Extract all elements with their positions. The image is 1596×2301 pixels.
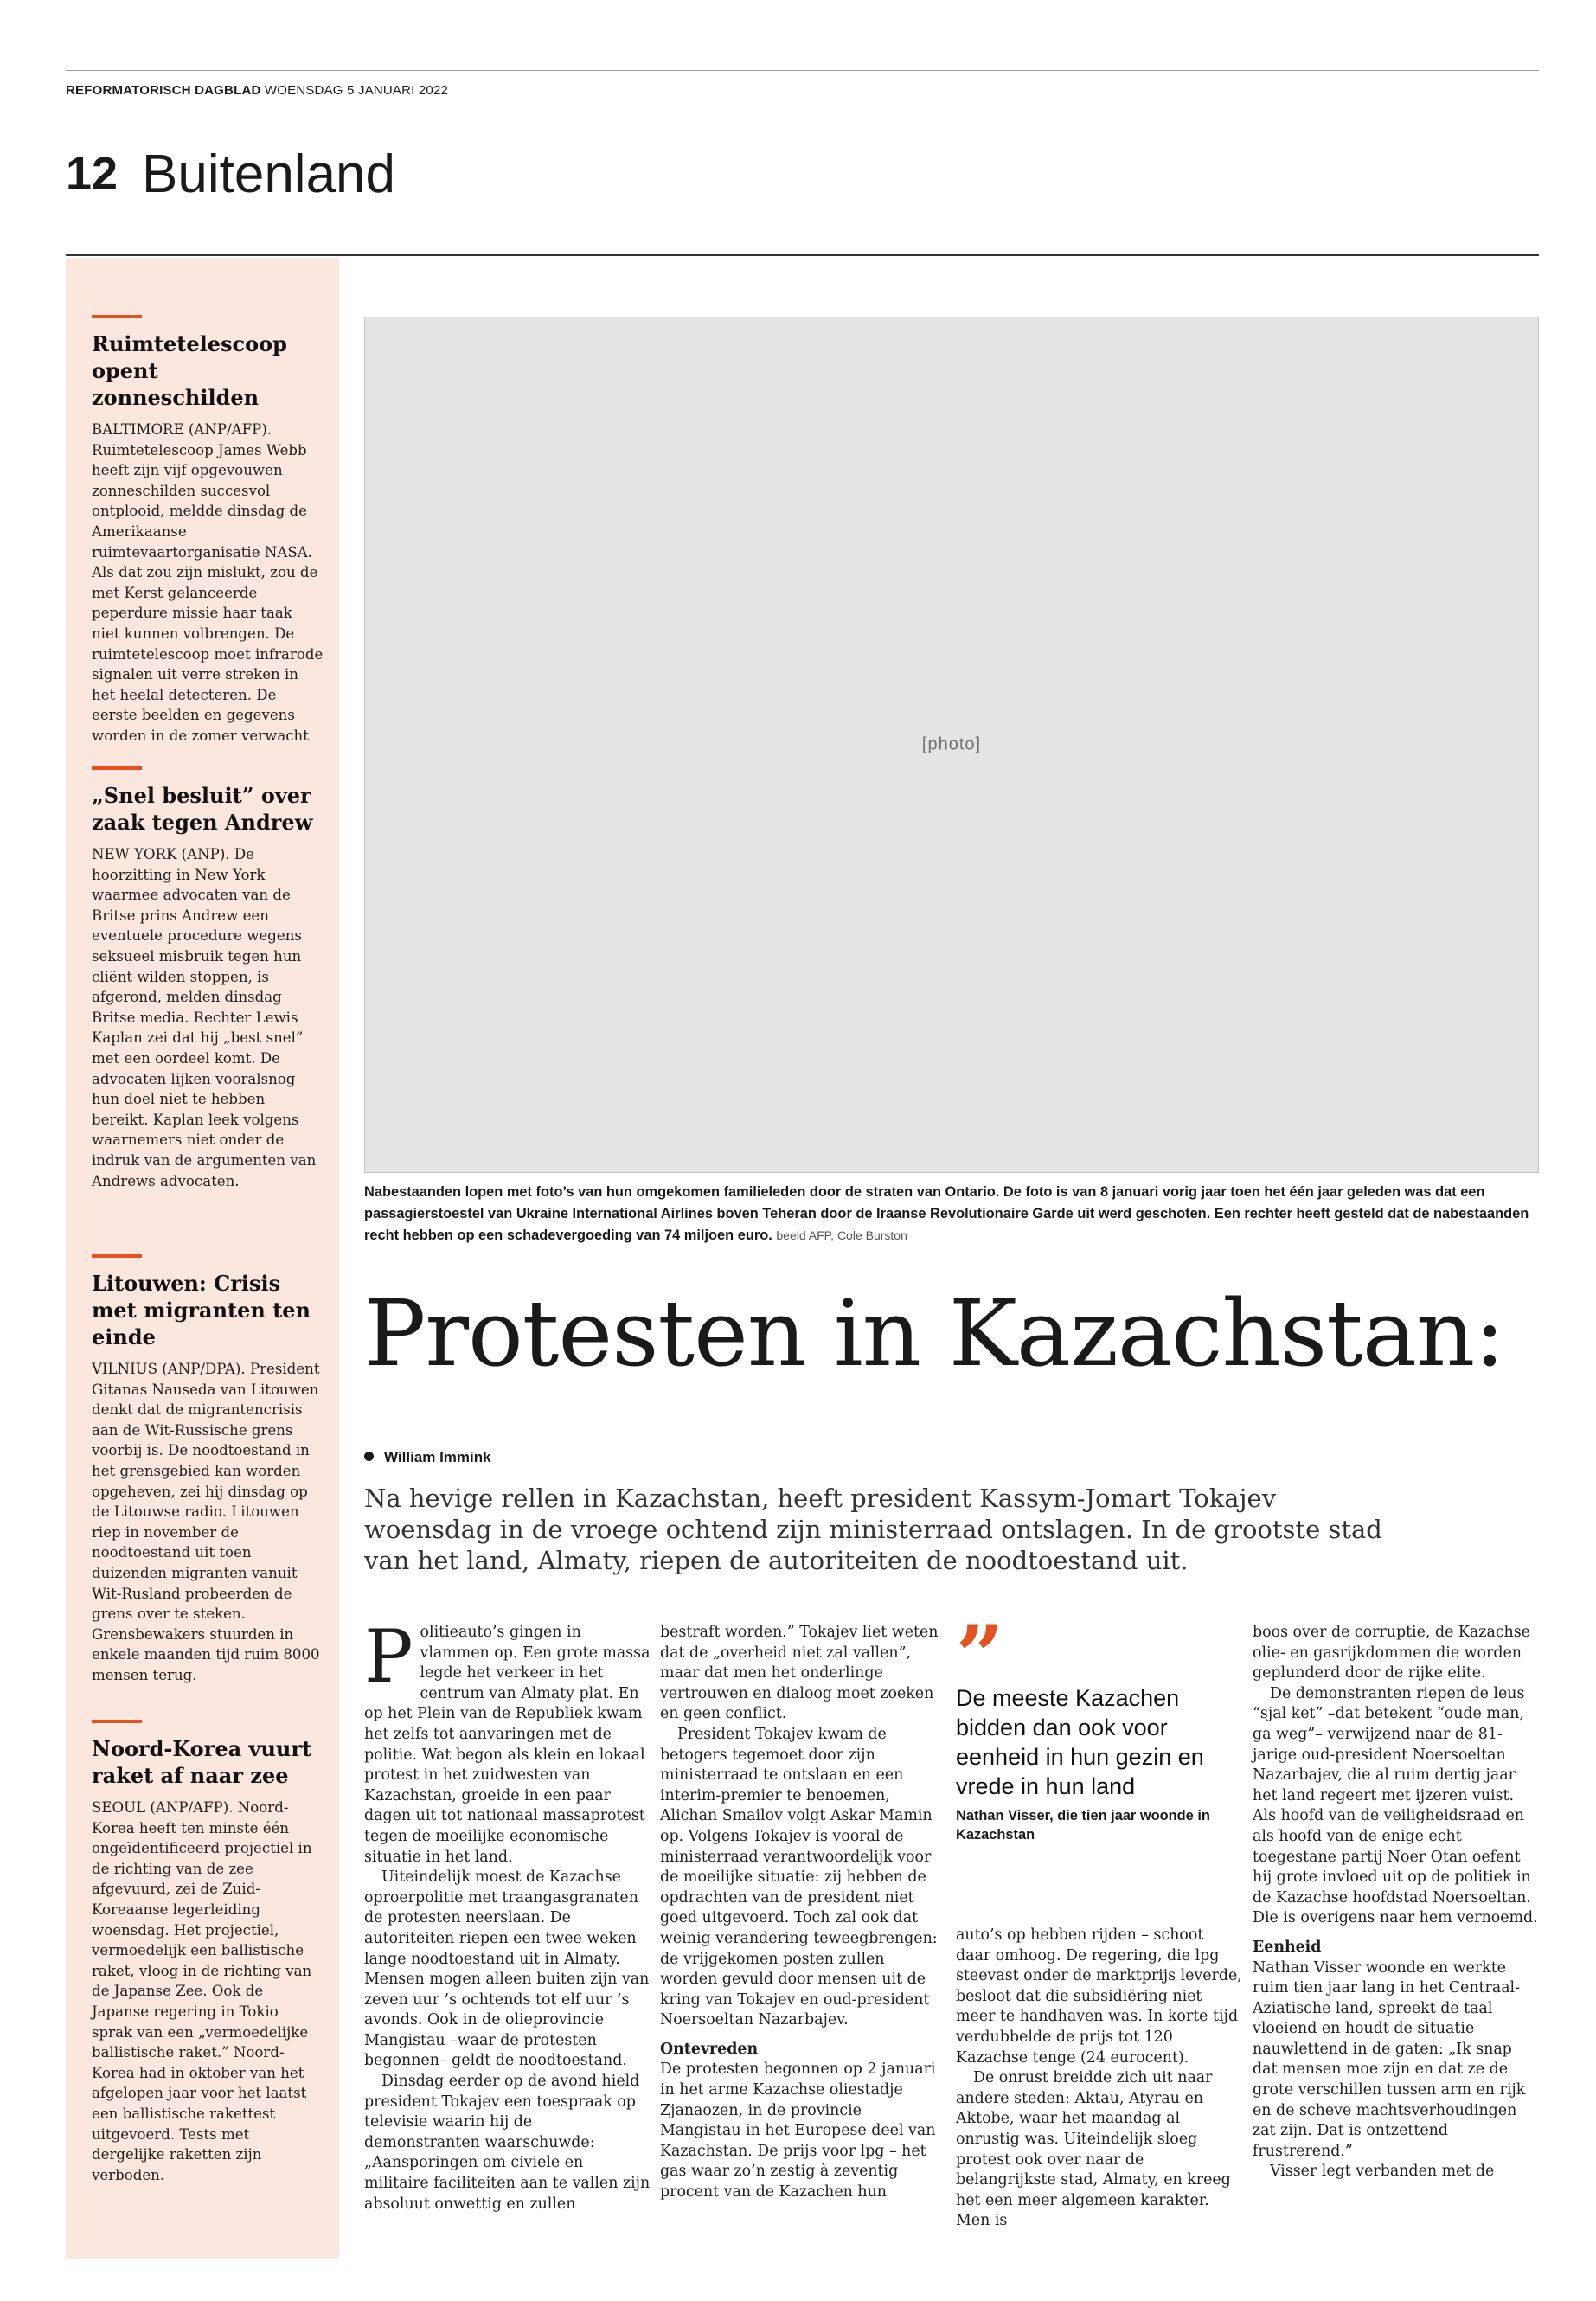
masthead bbox=[66, 83, 448, 98]
paragraph: Visser legt verbanden met de bbox=[1270, 2163, 1495, 2181]
section-rule bbox=[66, 254, 1539, 256]
brief-title: „Snel besluit” over zaak tegen Andrew bbox=[92, 783, 313, 835]
paragraph: boos over de corruptie, de Kazachse olie- en gasrijkdommen die worden geplunderd door de rijke elite. bbox=[1253, 1624, 1530, 1682]
page-number: 12 bbox=[66, 148, 119, 200]
brief-title: Litouwen: Crisis met migranten ten einde bbox=[92, 1271, 311, 1349]
quote-attribution: Nathan Visser, die tien jaar woonde in Kazachstan bbox=[956, 1808, 1210, 1843]
article-column-4 bbox=[1253, 1623, 1539, 2182]
article-column-1 bbox=[364, 1614, 651, 2214]
top-rule bbox=[66, 70, 1539, 71]
caption-text: Nabestaanden lopen met foto’s van hun omgekomen familieleden door de straten van Ontario. De foto is van 8 januari vorig jaar toen het één jaar geleden was dat een passagierstoestel van Ukraine International Airlines boven Teheran door de Iraanse Revolutionaire Garde uit werd geschoten. Een rechter heeft gesteld dat de nabestaanden recht hebben op een schadevergoeding van 74 miljoen euro. bbox=[364, 1184, 1529, 1243]
paper-name: REFORMATORISCH DAGBLAD bbox=[66, 83, 261, 98]
article-column-3 bbox=[956, 1926, 1242, 2232]
paragraph: Nathan Visser woonde en werkte ruim tien jaar lang in het Centraal-Aziatische land, spreekt de taal vloeiend en houdt de situatie nauwlettend in de gaten: „Ik snap dat mensen moe zijn en dat ze de grote verschillen tussen arm en rijk en de scheve machtsverhoudingen zat zijn. Dat is ontzettend frustrerend.” bbox=[1253, 1958, 1526, 2160]
paragraph bbox=[364, 1614, 651, 1868]
paragraph: De protesten begonnen op 2 januari in het arme Kazachse oliestadje Zjanaozen, in de provincie Mangistau in het Europese deel van Kazachstan. De prijs voor lpg – het gas waar zo’n zestig à zeventig procent van de Kazachen hun bbox=[660, 2061, 936, 2202]
paragraph: President Tokajev kwam de betogers tegemoet door zijn ministerraad te ontslaan en een interim-premier te benoemen, Alichan Smailov volgt Askar Mamin op. Volgens Tokajev is vooral de ministerraad verantwoordelijk voor de moeilijke situatie: zij hebben de opdrachten van de president niet goed uitgevoerd. Toch zal ook dat weinig verandering teweegbrengen: de vrijgekomen posten zullen worden gevuld door mensen uit de kring van Tokajev en oud-president Noersoeltan Nazarbajev. bbox=[660, 1725, 938, 2029]
brief-text: BALTIMORE (ANP/AFP). Ruimtetelescoop James Webb heeft zijn vijf opgevouwen zonneschilden succesvol ontplooid, meldde dinsdag de Amerikaanse ruimtevaartorganisatie NASA. Als dat zou zijn mislukt, zou de met Kerst gelanceerde peperdure missie haar taak niet kunnen volbrengen. De ruimtetelescoop moet infrarode signalen uit verre streken in het heelal detecteren. De eerste beelden en gegevens worden in de zomer verwacht bbox=[92, 421, 324, 744]
quote-mark-icon: ” bbox=[956, 1607, 1004, 1705]
photo-credit: beeld AFP, Cole Burston bbox=[776, 1228, 907, 1242]
brief-andrew bbox=[92, 766, 324, 1191]
brief-telescope bbox=[92, 315, 324, 747]
paragraph: Dinsdag eerder op de avond hield president Tokajev een toespraak op televisie waarin hij de demonstranten waarschuwde: „Aansporingen om civiele en militaire faciliteiten aan te vallen zijn absoluut onwettig en zullen bbox=[364, 2073, 651, 2213]
bullet-icon bbox=[364, 1452, 374, 1461]
photo-caption bbox=[364, 1182, 1539, 1247]
brief-accent-bar bbox=[92, 1720, 142, 1723]
photo-placeholder: [photo] bbox=[921, 734, 982, 754]
brief-title: Noord-Korea vuurt raket af naar zee bbox=[92, 1736, 312, 1788]
drop-cap: P bbox=[364, 1614, 413, 1699]
brief-accent-bar bbox=[92, 766, 142, 770]
article-column-2 bbox=[660, 1623, 946, 2203]
brief-lithuania bbox=[92, 1254, 324, 1686]
article-lead: Na hevige rellen in Kazachstan, heeft president Kassym-Jomart Tokajev woensdag in de vroege ochtend zijn ministerraad ontslagen. In de grootste stad van het land, Almaty, riepen de autoriteiten de noodtoestand uit. bbox=[364, 1484, 1382, 1575]
paragraph: De demonstranten riepen de leus “sjal ket” –dat betekent “oude man, ga weg”– verwijzend naar de 81-jarige oud-president Noersoeltan Nazarbajev, die al ruim dertig jaar het land regeert met ijzeren vuist. Als hoofd van de veiligheidsraad en als hoofd van de enige echt toegestane partij Noer Otan oefent hij grote invloed uit op de politiek in de Kazachse hoofdstad Noersoeltan. Die is overigens naar hem vernoemd. bbox=[1253, 1684, 1538, 1927]
article-headline: Protesten in Kazachstan: bbox=[364, 1280, 1504, 1387]
quote-text: De meeste Kazachen bidden dan ook voor eenheid in hun gezin en vrede in hun land bbox=[956, 1685, 1204, 1799]
brief-text: VILNIUS (ANP/DPA). President Gitanas Nauseda van Litouwen denkt dat de migrantencrisis aan de Wit-Russische grens voorbij is. De noodtoestand in het grensgebied kan worden opgeheven, zei hij dinsdag op de Litouwse radio. Litouwen riep in november de noodtoestand uit toen duizenden migranten vanuit Wit-Rusland probeerden de grens over te steken. Grensbewakers stuurden in enkele maanden tijd ruim 8000 mensen terug. bbox=[92, 1361, 320, 1683]
section-title: Buitenland bbox=[142, 144, 396, 204]
byline bbox=[364, 1449, 491, 1466]
pull-quote bbox=[956, 1607, 1241, 1844]
brief-title: Ruimtetelescoop opent zonneschilden bbox=[92, 331, 287, 410]
brief-accent-bar bbox=[92, 315, 142, 318]
paragraph-text: olitieauto’s gingen in vlammen op. Een grote massa legde het verkeer in het centrum van Almaty plat. En op het Plein van de Republiek kwam het zelfs tot aanvaringen met de politie. Wat begon als klein en lokaal protest in het zuidwesten van Kazachstan, groeide in een paar dagen uit tot nationaal massaprotest tegen de moeilijke economische situatie in het land. bbox=[364, 1624, 651, 1866]
paragraph: De onrust breidde zich uit naar andere steden: Aktau, Atyrau en Aktobe, waar het maandag al onrustig was. Uiteindelijk sloeg protest ook over naar de belangrijkste stad, Almaty, en kreeg het een meer algemeen karakter. Men is bbox=[956, 2069, 1231, 2230]
news-briefs-sidebar bbox=[66, 258, 339, 2259]
brief-accent-bar bbox=[92, 1254, 142, 1258]
issue-date: WOENSDAG 5 JANUARI 2022 bbox=[264, 83, 449, 98]
subheading: Ontevreden bbox=[660, 2040, 759, 2058]
paragraph: bestraft worden.” Tokajev liet weten dat de „overheid niet zal vallen”, maar dat men het onderlinge vertrouwen en dialoog moet zoeken en geen conflict. bbox=[660, 1624, 939, 1723]
author-name: William Immink bbox=[384, 1449, 491, 1465]
brief-text: SEOUL (ANP/AFP). Noord-Korea heeft ten minste één ongeïdentificeerd projectiel in de richting van de zee afgevuurd, zei de Zuid-Koreaanse legerleiding woensdag. Het projectiel, vermoedelijk een ballistische raket, vloog in de richting van de Japanse Zee. Ook de Japanse regering in Tokio sprak van een „vermoedelijke ballistische raket.” Noord-Korea had in oktober van het afgelopen jaar voor het laatst een ballistische rakettest uitgevoerd. Tests met dergelijke raketten zijn verboden. bbox=[92, 1799, 312, 2183]
brief-north-korea bbox=[92, 1720, 324, 2185]
news-photo bbox=[364, 317, 1539, 1173]
brief-text: NEW YORK (ANP). De hoorzitting in New York waarmee advocaten van de Britse prins Andrew een eventuele procedure wegens seksueel misbruik tegen hun cliënt wilden stoppen, is afgerond, melden dinsdag Britse media. Rechter Lewis Kaplan zei dat hij „best snel” met een oordeel komt. De advocaten lijken vooralsnog hun doel niet te hebben bereikt. Kaplan leek volgens waarnemers niet onder de indruk van de argumenten van Andrews advocaten. bbox=[92, 846, 317, 1189]
subheading: Eenheid bbox=[1253, 1938, 1322, 1956]
paragraph: Uiteindelijk moest de Kazachse oproerpolitie met traangasgranaten de protesten neerslaan. De autoriteiten riepen een twee weken lange noodtoestand uit in Almaty. Mensen mogen alleen buiten zijn van zeven uur ’s ochtends tot elf uur ’s avonds. Ook in de olieprovincie Mangistau –waar de protesten begonnen– geldt de noodtoestand. bbox=[364, 1868, 650, 2070]
paragraph: auto’s op hebben rijden – schoot daar omhoog. De regering, die lpg steevast onder de marktprijs leverde, besloot dat die subsidiëring niet meer te handhaven was. In korte tijd verdubbelde de prijs tot 120 Kazachse tenge (24 eurocent). bbox=[956, 1926, 1242, 2067]
